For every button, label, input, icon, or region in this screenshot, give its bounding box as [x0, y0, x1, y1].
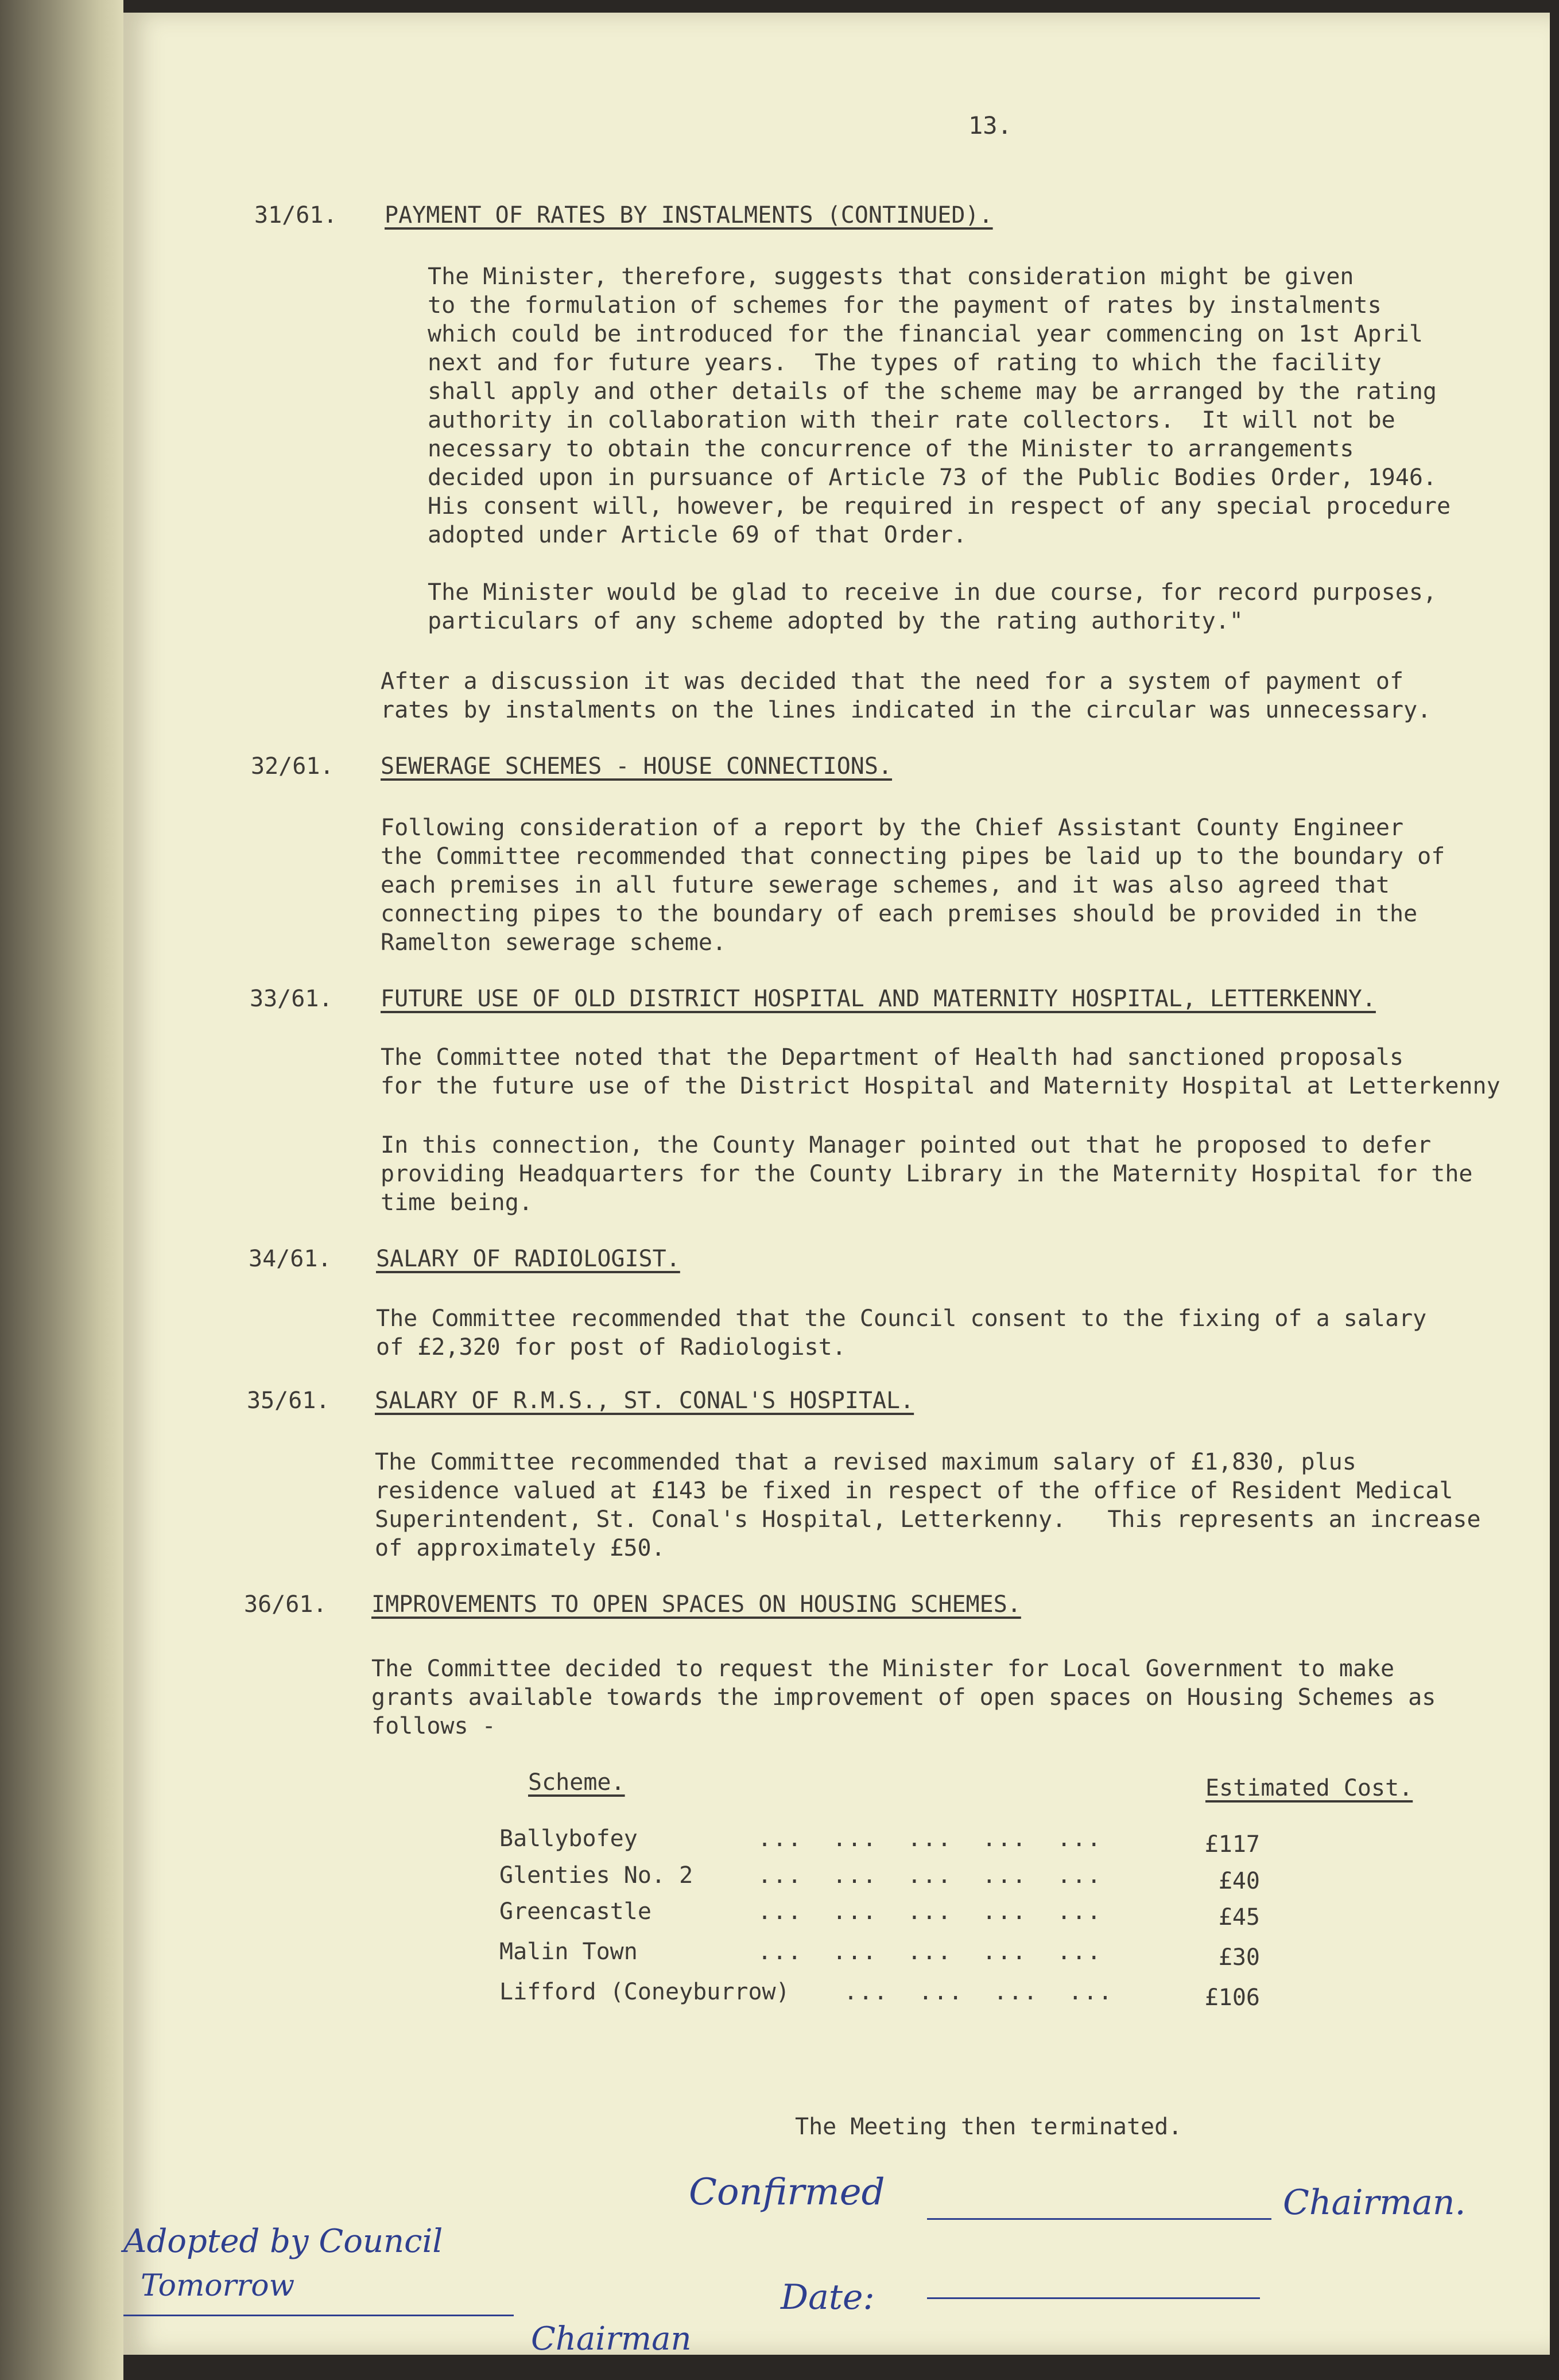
- adoption-signature-line: [123, 2315, 514, 2316]
- scheme-name: Greencastle: [499, 1898, 651, 1925]
- handwritten-chairman-bottom: Chairman: [531, 2320, 692, 2358]
- section-heading: FUTURE USE OF OLD DISTRICT HOSPITAL AND MATERNITY HOSPITAL, LETTERKENNY.: [381, 986, 1376, 1012]
- section-heading: SEWERAGE SCHEMES - HOUSE CONNECTIONS.: [381, 753, 893, 780]
- section-paragraph: Following consideration of a report by the Chief Assistant County Engineer the Committee recommended that connecting pipes be laid up to the boundary of each premises in all future sewerage schemes, and it was also agreed that connecting pipes to the boundary of each premises should be provided in the Ramelton sewerage scheme.: [381, 815, 1445, 956]
- handwritten-confirmed: Confirmed: [689, 2171, 885, 2214]
- scheme-name: Lifford (Coneyburrow): [499, 1979, 790, 2005]
- section-heading: SALARY OF R.M.S., ST. CONAL'S HOSPITAL.: [375, 1387, 914, 1414]
- scheme-cost: £45: [1218, 1904, 1260, 1931]
- date-line: [927, 2297, 1260, 2299]
- document-page: [123, 13, 1550, 2358]
- scheme-cost: £117: [1204, 1831, 1260, 1858]
- section-heading: SALARY OF RADIOLOGIST.: [376, 1246, 680, 1272]
- closing-line: The Meeting then terminated.: [795, 2114, 1182, 2140]
- section-paragraph: The Minister would be glad to receive in due course, for record purposes, particulars of any scheme adopted by the rating authority.": [428, 579, 1437, 634]
- section-paragraph: The Committee recommended that a revised maximum salary of £1,830, plus residence valued at £143 be fixed in respect of the office of Resident Medical Superintendent, St. Conal's Hospital, Letterkenny. This represents an increase of approximately £50.: [375, 1449, 1481, 1561]
- section-number: 32/61.: [251, 753, 334, 780]
- section-number: 36/61.: [244, 1591, 327, 1618]
- leader-dots: ... ... ... ... ...: [758, 1862, 1102, 1889]
- handwritten-date-note: Tomorrow: [141, 2269, 295, 2303]
- section-heading: PAYMENT OF RATES BY INSTALMENTS (CONTINUED).: [385, 202, 993, 228]
- scheme-cost: £40: [1218, 1868, 1260, 1894]
- handwritten-date: Date:: [781, 2277, 875, 2317]
- scheme-name: Malin Town: [499, 1939, 638, 1965]
- section-paragraph: The Minister, therefore, suggests that consideration might be given to the formulation of schemes for the payment of rates by instalments which could be introduced for the financial year commencing on 1st April next and for future years. The types of rating to which the facility shall apply and other details of the scheme may be arranged by the rating authority in collaboration with their rate collectors. It will not be necessary to obtain the concurrence of the Minister to arrangements decided upon in pursuance of Article 73 of the Public Bodies Order, 1946. His consent will, however, be required in respect of any special procedure adopted under Article 69 of that Order.: [428, 263, 1451, 548]
- section-number: 34/61.: [249, 1246, 332, 1272]
- handwritten-adopted: Adopted by Council: [123, 2223, 443, 2260]
- section-number: 35/61.: [247, 1387, 330, 1414]
- leader-dots: ... ... ... ...: [844, 1979, 1114, 2005]
- section-heading: IMPROVEMENTS TO OPEN SPACES ON HOUSING SCHEMES.: [371, 1591, 1021, 1618]
- signature-line: [927, 2218, 1271, 2220]
- table-header-scheme: Scheme.: [528, 1769, 625, 1796]
- book-spine: [0, 0, 123, 2380]
- handwritten-chairman: Chairman.: [1283, 2183, 1466, 2223]
- leader-dots: ... ... ... ... ...: [758, 1825, 1102, 1852]
- section-paragraph: In this connection, the County Manager pointed out that he proposed to defer providing Headquarters for the County Library in the Maternity Hospital for the time being.: [381, 1132, 1473, 1216]
- leader-dots: ... ... ... ... ...: [758, 1939, 1102, 1965]
- page-number: 13.: [968, 111, 1012, 139]
- section-paragraph: The Committee decided to request the Minister for Local Government to make grants available towards the improvement of open spaces on Housing Schemes as follows -: [371, 1656, 1436, 1739]
- section-number: 33/61.: [250, 986, 333, 1012]
- scheme-name: Ballybofey: [499, 1825, 638, 1852]
- section-paragraph: After a discussion it was decided that the need for a system of payment of rates by instalments on the lines indicated in the circular was unnecessary.: [381, 668, 1432, 723]
- scheme-name: Glenties No. 2: [499, 1862, 693, 1889]
- section-paragraph: The Committee noted that the Department of Health had sanctioned proposals for the future use of the District Hospital and Maternity Hospital at Letterkenny: [381, 1044, 1500, 1099]
- scheme-cost: £30: [1218, 1944, 1260, 1971]
- scheme-cost: £106: [1204, 1984, 1260, 2011]
- leader-dots: ... ... ... ... ...: [758, 1898, 1102, 1925]
- table-header-cost: Estimated Cost.: [1205, 1775, 1413, 1801]
- section-number: 31/61.: [254, 202, 338, 228]
- section-paragraph: The Committee recommended that the Council consent to the fixing of a salary of £2,320 for post of Radiologist.: [376, 1305, 1427, 1360]
